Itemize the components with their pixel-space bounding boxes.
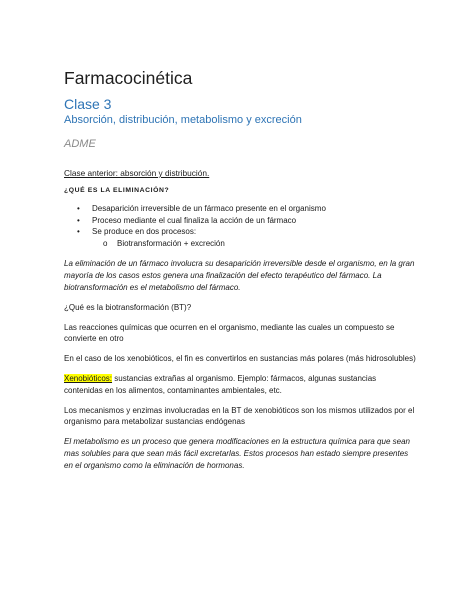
list-item [64,203,416,215]
section-label: ADME [64,138,96,150]
sub-list-item-text: Biotransformación + excreción [117,238,225,248]
list-item-text: Desaparición irreversible de un fármaco presente en el organismo [92,204,326,213]
sub-list-item [64,238,416,250]
bullet-icon: • [77,204,80,213]
list-item [64,226,416,238]
bullet-list [64,203,416,249]
document-title: Farmacocinética [64,68,193,88]
list-item-text: Se produce en dos procesos: [92,227,197,237]
xenobiotics-definition [64,373,416,397]
section-heading: ¿QUÉ ES LA ELIMINACIÓN? [64,187,170,194]
metabolism-paragraph: El metabolismo es un proceso que genera modificaciones en la estructura química para que sean mas solubles para que sean más fácil excretarlas. Estos procesos han estado siempre presentes en el organismo como la eliminación de hormonas. [64,437,410,470]
mechanisms-paragraph: Los mecanismos y enzimas involucradas en la BT de xenobióticos son los mismos utilizados por el organismo para metabolizar sustancias endógenas [64,405,415,427]
sub-bullet-marker: o [103,238,108,248]
highlighted-term: Xenobióticos: [64,373,113,383]
xenobiotics-definition-text: sustancias extrañas al organismo. Ejemplo: fármacos, algunas sustancias contenidas en los alimentos, contaminantes ambientales, etc. [64,373,377,395]
bullet-icon: • [77,227,80,237]
previous-class-note: Clase anterior: absorción y distribución. [64,168,210,178]
bullet-icon: • [77,215,80,225]
class-number: Clase 3 [64,96,112,112]
question-paragraph: ¿Qué es la biotransformación (BT)? [64,302,192,312]
list-item-text: Proceso mediante el cual finaliza la acción de un fármaco [92,215,297,225]
elimination-paragraph: La eliminación de un fármaco involucra su desaparición irreversible desde el organismo, en la gran mayoría de los casos estos genera una finalización del efecto terapéutico del fármaco. La biotransformación es el metabolismo del fármaco. [64,259,415,292]
definition-paragraph: Las reacciones químicas que ocurren en el organismo, mediante las cuales un compuesto se convierte en otro [64,322,395,344]
class-subtitle: Absorción, distribución, metabolismo y excreción [64,114,302,126]
list-item [64,215,416,227]
xenobiotics-paragraph: En el caso de los xenobióticos, el fin es convertirlos en sustancias más polares (más hidrosolubles) [64,354,416,364]
